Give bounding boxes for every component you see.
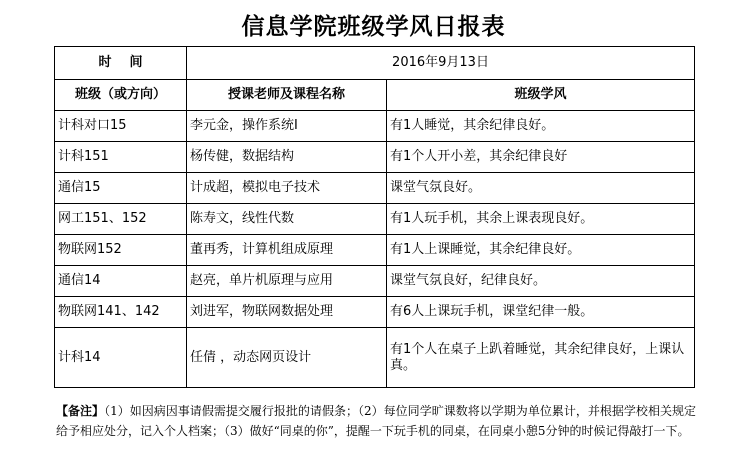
report-title: 信息学院班级学风日报表 — [241, 13, 506, 40]
report-date: 2016年9月13日 — [187, 47, 695, 80]
header-class: 班级（或方向） — [55, 80, 187, 111]
class-cell: 物联网141、142 — [55, 297, 187, 328]
table-row — [55, 204, 695, 235]
class-cell: 物联网152 — [55, 235, 187, 266]
teacher-course-cell: 李元金，操作系统I — [187, 111, 387, 142]
table-row — [55, 173, 695, 204]
class-cell: 计科14 — [55, 328, 187, 388]
class-cell: 计科151 — [55, 142, 187, 173]
class-cell: 网工151、152 — [55, 204, 187, 235]
teacher-course-cell: 计成超，模拟电子技术 — [187, 173, 387, 204]
style-cell: 有1个人在桌子上趴着睡觉，其余纪律良好，上课认真。 — [387, 328, 695, 388]
header-row — [55, 80, 695, 111]
class-cell: 通信14 — [55, 266, 187, 297]
remarks-text: （1）如因病因事请假需提交履行报批的请假条；（2）每位同学旷课数将以学期为单位累计，并根据学校相关规定给予相应处分，记入个人档案；（3）做好“同桌的你”，提醒一下玩手机的同桌，在同桌小憩5分钟的时候记得敲打一下。 — [56, 404, 696, 438]
teacher-course-cell: 刘进军，物联网数据处理 — [187, 297, 387, 328]
remarks-label: 【备注】 — [56, 404, 105, 418]
style-cell: 有1人睡觉，其余纪律良好。 — [387, 111, 695, 142]
class-cell: 通信15 — [55, 173, 187, 204]
style-cell: 有6人上课玩手机，课堂纪律一般。 — [387, 297, 695, 328]
teacher-course-cell: 董再秀，计算机组成原理 — [187, 235, 387, 266]
table-row — [55, 297, 695, 328]
style-cell: 课堂气氛良好，纪律良好。 — [387, 266, 695, 297]
header-teacher-course: 授课老师及课程名称 — [187, 80, 387, 111]
teacher-course-cell: 任倩 ，动态网页设计 — [187, 328, 387, 388]
style-cell: 有1人上课睡觉，其余纪律良好。 — [387, 235, 695, 266]
table-row — [55, 328, 695, 388]
table-row — [55, 235, 695, 266]
remarks — [56, 401, 696, 441]
style-cell: 有1人玩手机，其余上课表现良好。 — [387, 204, 695, 235]
teacher-course-cell: 杨传健，数据结构 — [187, 142, 387, 173]
time-row — [55, 47, 695, 80]
table-row — [55, 142, 695, 173]
table-row — [55, 111, 695, 142]
style-cell: 有1个人开小差，其余纪律良好 — [387, 142, 695, 173]
class-cell: 计科对口15 — [55, 111, 187, 142]
table-row — [55, 266, 695, 297]
report-table — [54, 46, 695, 388]
teacher-course-cell: 赵亮，单片机原理与应用 — [187, 266, 387, 297]
time-label: 时 间 — [55, 47, 187, 80]
style-cell: 课堂气氛良好。 — [387, 173, 695, 204]
teacher-course-cell: 陈寿文，线性代数 — [187, 204, 387, 235]
header-style: 班级学风 — [387, 80, 695, 111]
